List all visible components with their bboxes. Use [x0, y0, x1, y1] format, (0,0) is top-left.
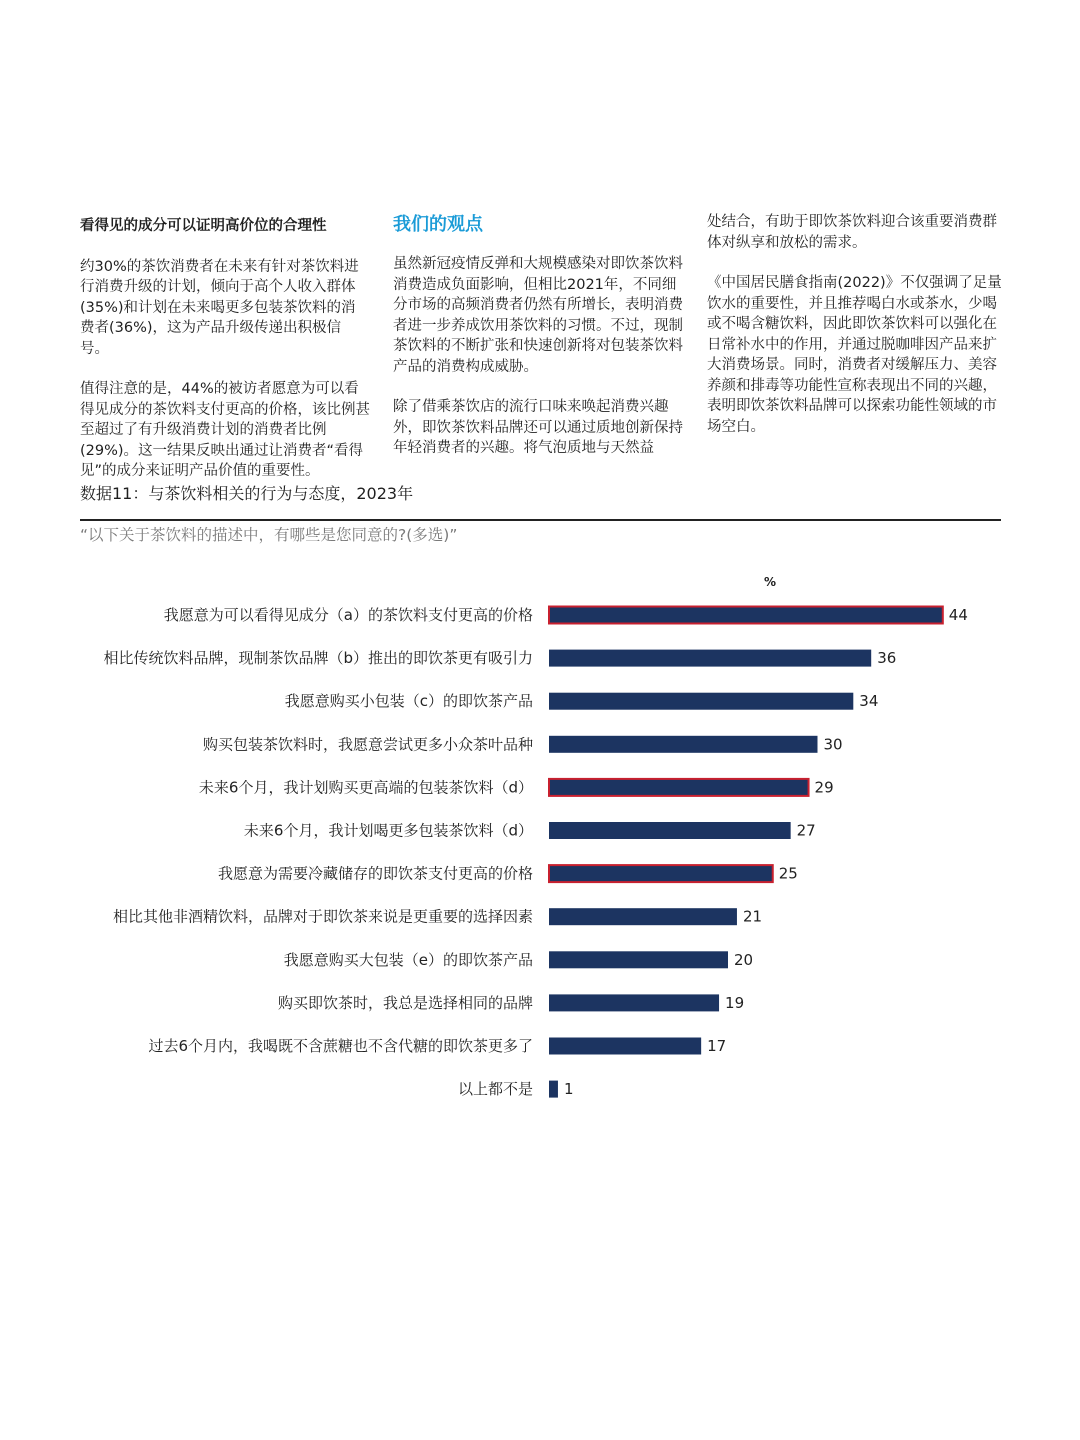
paragraph: 《中国居民膳食指南(2022)》不仅强调了足量饮水的重要性，并且推荐喝白水或茶水，少喝或不喝含糖饮料，因此即饮茶饮料可以强化在日常补水中的作用，并通过脱咖啡因产品来扩大消费场景。同时，消费者对缓解压力、美容养颜和排毒等功能性宣称表现出不同的兴趣，表明即饮茶饮料品牌可以探索功能性领域的市场空白。 — [707, 275, 1002, 435]
figure-divider — [80, 519, 1001, 521]
text-column-left — [80, 212, 370, 502]
data-label: 20 — [734, 950, 754, 969]
bar — [549, 650, 871, 667]
data-label: 27 — [796, 821, 816, 840]
category-label: 相比其他非酒精饮料，品牌对于即饮茶来说是更重要的选择因素 — [112, 907, 533, 926]
category-label: 未来6个月，我计划购买更高端的包装茶饮料（d） — [198, 778, 533, 797]
bar-highlighted — [549, 607, 943, 624]
data-label: 44 — [948, 606, 968, 624]
category-label: 我愿意为需要冷藏储存的即饮茶支付更高的价格 — [217, 864, 533, 883]
bar — [549, 994, 719, 1011]
bar — [549, 951, 728, 968]
category-label: 购买包装茶饮料时，我愿意尝试更多小众茶叶品种 — [202, 735, 533, 754]
category-label: 我愿意为可以看得见成分（a）的茶饮料支付更高的价格 — [163, 606, 533, 624]
paragraph: 处结合，有助于即饮茶饮料迎合该重要消费群体对纵享和放松的需求。 — [707, 214, 997, 251]
paragraph: 值得注意的是，44%的被访者愿意为可以看得见成分的茶饮料支付更高的价格，该比例甚至超过了有升级消费计划的消费者比例(29%)。这一结果反映出通过让消费者“看得见”的成分来证明产品价值的重要性。 — [80, 381, 370, 479]
bar — [549, 1038, 701, 1055]
bar — [549, 693, 853, 710]
data-label: 1 — [563, 1080, 574, 1099]
category-label: 我愿意购买小包装（c）的即饮茶产品 — [284, 692, 533, 711]
data-label: 29 — [814, 778, 834, 797]
text-column-right — [707, 212, 1003, 457]
paragraph: 约30%的茶饮消费者在未来有针对茶饮料进行消费升级的计划，倾向于高个人收入群体(35%)和计划在未来喝更多包装茶饮料的消费者(36%)，这为产品升级传递出积极信号。 — [80, 258, 359, 357]
data-label: 36 — [877, 649, 897, 668]
figure-question: “以下关于茶饮料的描述中，有哪些是您同意的?(多选)” — [80, 526, 458, 544]
unit-label: % — [763, 575, 777, 589]
paragraph: 除了借乘茶饮店的流行口味来唤起消费兴趣外，即饮茶饮料品牌还可以通过质地创新保持年轻消费者的兴趣。将气泡质地与天然益 — [393, 399, 683, 456]
data-label: 21 — [742, 907, 763, 926]
data-label: 19 — [725, 993, 745, 1012]
bar-highlighted — [549, 865, 773, 882]
text-column-middle — [393, 212, 689, 479]
category-label: 未来6个月，我计划喝更多包装茶饮料（d） — [243, 821, 533, 840]
category-label: 相比传统饮料品牌，现制茶饮品牌（b）推出的即饮茶更有吸引力 — [103, 649, 533, 668]
section-heading: 看得见的成分可以证明高价位的合理性 — [80, 218, 327, 234]
bar-group — [103, 606, 967, 1098]
data-label: 17 — [707, 1037, 727, 1055]
category-label: 过去6个月内，我喝既不含蔗糖也不含代糖的即饮茶更多了 — [148, 1037, 533, 1055]
data-label: 34 — [859, 692, 879, 711]
section-heading-our-view: 我们的观点 — [393, 214, 483, 235]
bar-highlighted — [549, 779, 809, 796]
bar — [549, 822, 791, 839]
figure-title: 数据11：与茶饮料相关的行为与态度，2023年 — [80, 484, 414, 503]
paragraph: 虽然新冠疫情反弹和大规模感染对即饮茶饮料消费造成负面影响，但相比2021年，不同细分市场的高频消费者仍然有所增长，表明消费者进一步养成饮用茶饮料的习惯。不过，现制茶饮料的不断扩张和快速创新将对包装茶饮料产品的消费构成威胁。 — [393, 256, 683, 375]
data-label: 25 — [778, 864, 798, 883]
bar-chart — [0, 560, 1080, 1120]
bar — [549, 736, 818, 753]
category-label: 购买即饮茶时，我总是选择相同的品牌 — [277, 993, 533, 1012]
bar — [549, 908, 737, 925]
category-label: 以上都不是 — [457, 1080, 533, 1099]
category-label: 我愿意购买大包装（e）的即饮茶产品 — [283, 950, 533, 969]
data-label: 30 — [823, 735, 843, 754]
bar — [549, 1081, 558, 1098]
